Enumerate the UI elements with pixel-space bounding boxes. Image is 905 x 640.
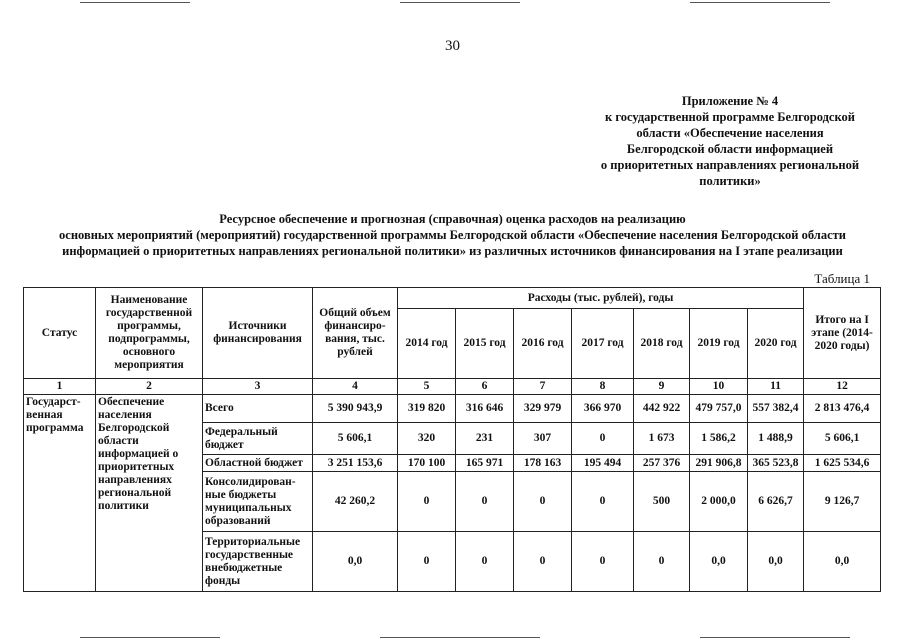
stage-total-cell: 9 126,7	[804, 472, 881, 532]
year-value-cell: 479 757,0	[690, 395, 748, 423]
total-cell: 5 390 943,9	[313, 395, 398, 423]
year-value-cell: 291 906,8	[690, 455, 748, 472]
year-value-cell: 0	[514, 532, 572, 592]
year-value-cell: 195 494	[572, 455, 634, 472]
appendix-line: о приоритетных направлениях региональной	[600, 158, 860, 172]
year-value-cell: 0	[572, 423, 634, 455]
year-value-cell: 165 971	[456, 455, 514, 472]
year-value-cell: 319 820	[398, 395, 456, 423]
scan-edge-top-left	[80, 2, 190, 3]
year-value-cell: 0	[572, 532, 634, 592]
table-row	[24, 395, 881, 423]
appendix-line: политики»	[699, 174, 761, 188]
year-value-cell: 316 646	[456, 395, 514, 423]
header-year: 2020 год	[748, 309, 804, 379]
year-value-cell: 329 979	[514, 395, 572, 423]
column-number: 5	[398, 379, 456, 395]
year-value-cell: 500	[634, 472, 690, 532]
appendix-note	[580, 93, 880, 189]
year-value-cell: 366 970	[572, 395, 634, 423]
column-number: 6	[456, 379, 514, 395]
year-value-cell: 320	[398, 423, 456, 455]
header-name: Наименование государственной программы, подпрограммы, основного мероприятия	[96, 288, 203, 379]
year-value-cell: 557 382,4	[748, 395, 804, 423]
year-value-cell: 1 586,2	[690, 423, 748, 455]
appendix-line: области «Обеспечение населения	[636, 126, 824, 140]
table-label: Таблица 1	[814, 271, 870, 286]
column-number: 1	[24, 379, 96, 395]
column-number: 7	[514, 379, 572, 395]
column-number: 3	[203, 379, 313, 395]
resources-table	[23, 287, 881, 592]
scan-edge-bottom-right	[700, 637, 850, 638]
header-total: Общий объем финансиро-вания, тыс. рублей	[313, 288, 398, 379]
stage-total-cell: 0,0	[804, 532, 881, 592]
page-number: 30	[445, 38, 460, 54]
header-year: 2014 год	[398, 309, 456, 379]
year-value-cell: 0	[398, 532, 456, 592]
year-value-cell: 365 523,8	[748, 455, 804, 472]
header-stage-total: Итого на I этапе (2014-2020 годы)	[804, 288, 881, 379]
year-value-cell: 0	[456, 532, 514, 592]
column-number: 10	[690, 379, 748, 395]
total-cell: 3 251 153,6	[313, 455, 398, 472]
total-cell: 5 606,1	[313, 423, 398, 455]
column-number: 4	[313, 379, 398, 395]
appendix-line: к государственной программе Белгородской	[605, 110, 855, 124]
year-value-cell: 2 000,0	[690, 472, 748, 532]
source-cell: Федеральный бюджет	[203, 423, 313, 455]
program-name: Обеспечение населения Белгородской области информацией о приоритетных направлениях региональной политики	[96, 395, 203, 592]
header-status: Статус	[24, 288, 96, 379]
source-cell: Территориальные государственные внебюджетные фонды	[203, 532, 313, 592]
year-value-cell: 0	[634, 532, 690, 592]
source-cell: Консолидирован-ные бюджеты муниципальных образований	[203, 472, 313, 532]
year-value-cell: 307	[514, 423, 572, 455]
column-number: 2	[96, 379, 203, 395]
appendix-line: Белгородской области информацией	[626, 142, 834, 156]
column-number: 12	[804, 379, 881, 395]
scan-edge-top-mid	[400, 2, 520, 3]
header-year: 2019 год	[690, 309, 748, 379]
total-cell: 0,0	[313, 532, 398, 592]
year-value-cell: 0,0	[690, 532, 748, 592]
year-value-cell: 170 100	[398, 455, 456, 472]
year-value-cell: 6 626,7	[748, 472, 804, 532]
stage-total-cell: 1 625 534,6	[804, 455, 881, 472]
source-cell: Всего	[203, 395, 313, 423]
caption-line: информацией о приоритетных направлениях региональной политики» из различных источников финансирования на I этапе реализации	[62, 244, 843, 258]
stage-total-cell: 5 606,1	[804, 423, 881, 455]
source-cell: Областной бюджет	[203, 455, 313, 472]
year-value-cell: 1 673	[634, 423, 690, 455]
header-year: 2018 год	[634, 309, 690, 379]
year-value-cell: 442 922	[634, 395, 690, 423]
document-caption	[0, 211, 905, 259]
appendix-line: Приложение № 4	[681, 94, 779, 108]
header-year: 2015 год	[456, 309, 514, 379]
total-cell: 42 260,2	[313, 472, 398, 532]
column-number: 8	[572, 379, 634, 395]
year-value-cell: 178 163	[514, 455, 572, 472]
year-value-cell: 0,0	[748, 532, 804, 592]
year-value-cell: 0	[514, 472, 572, 532]
scan-edge-bottom-left	[80, 637, 220, 638]
stage-total-cell: 2 813 476,4	[804, 395, 881, 423]
scan-edge-top-right	[690, 2, 830, 3]
header-year: 2017 год	[572, 309, 634, 379]
header-expenses: Расходы (тыс. рублей), годы	[398, 288, 804, 309]
year-value-cell: 0	[398, 472, 456, 532]
caption-line: Ресурсное обеспечение и прогнозная (справочная) оценка расходов на реализацию	[219, 212, 686, 226]
year-value-cell: 0	[456, 472, 514, 532]
year-value-cell: 0	[572, 472, 634, 532]
column-number: 11	[748, 379, 804, 395]
year-value-cell: 257 376	[634, 455, 690, 472]
scan-edge-bottom-mid	[380, 637, 540, 638]
year-value-cell: 231	[456, 423, 514, 455]
year-value-cell: 1 488,9	[748, 423, 804, 455]
header-sources: Источники финансирования	[203, 288, 313, 379]
caption-line: основных мероприятий (мероприятий) государственной программы Белгородской области «Обеспечение населения Белгородской области	[59, 228, 846, 242]
program-status: Государст-венная программа	[24, 395, 96, 592]
column-number: 9	[634, 379, 690, 395]
header-year: 2016 год	[514, 309, 572, 379]
